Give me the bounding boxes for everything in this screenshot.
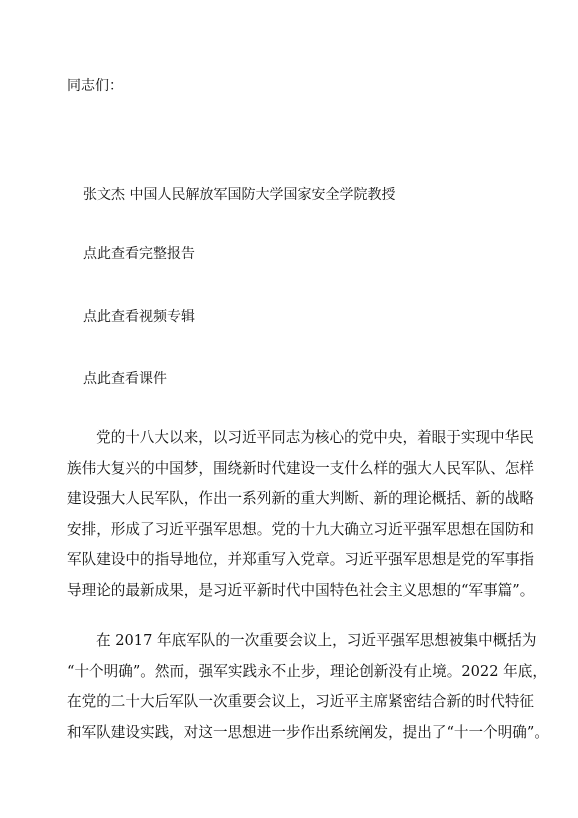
- paragraph-2: [67, 626, 549, 748]
- link-full-report[interactable]: 点此查看完整报告: [83, 246, 195, 262]
- paragraph-1: [67, 423, 535, 606]
- paragraph-1-line: 导理论的最新成果，是习近平新时代中国特色社会主义思想的“军事篇”。: [67, 581, 535, 599]
- link-courseware[interactable]: 点此查看课件: [83, 371, 167, 387]
- paragraph-2-line: “十个明确”。然而，强军实践永不止步，理论创新没有止境。2022 年底，: [67, 662, 547, 680]
- paragraph-1-line: 安排，形成了习近平强军思想。党的十九大确立习近平强军思想在国防和: [67, 520, 535, 538]
- paragraph-2-line: 在党的二十大后军队一次重要会议上，习近平主席紧密结合新的时代特征: [67, 693, 535, 710]
- paragraph-1-line: 建设强大人民军队，作出一系列新的重大判断、新的理论概括、新的战略: [67, 490, 535, 507]
- link-video-album[interactable]: 点此查看视频专辑: [83, 309, 195, 325]
- paragraph-1-line: 军队建设中的指导地位，并郑重写入党章。习近平强军思想是党的军事指: [67, 551, 535, 568]
- greeting: 同志们：: [67, 78, 123, 94]
- paragraph-1-line: 族伟大复兴的中国梦，围绕新时代建设一支什么样的强大人民军队、怎样: [67, 459, 535, 477]
- paragraph-1-line: 党的十八大以来，以习近平同志为核心的党中央，着眼于实现中华民: [96, 429, 534, 446]
- author-line: 张文杰 中国人民解放军国防大学国家安全学院教授: [83, 187, 396, 203]
- paragraph-2-line: 在 2017 年底军队的一次重要会议上，习近平强军思想被集中概括为: [96, 632, 537, 649]
- paragraph-2-line: 和军队建设实践，对这一思想进一步作出系统阐发，提出了“十一个明确”。: [67, 723, 549, 741]
